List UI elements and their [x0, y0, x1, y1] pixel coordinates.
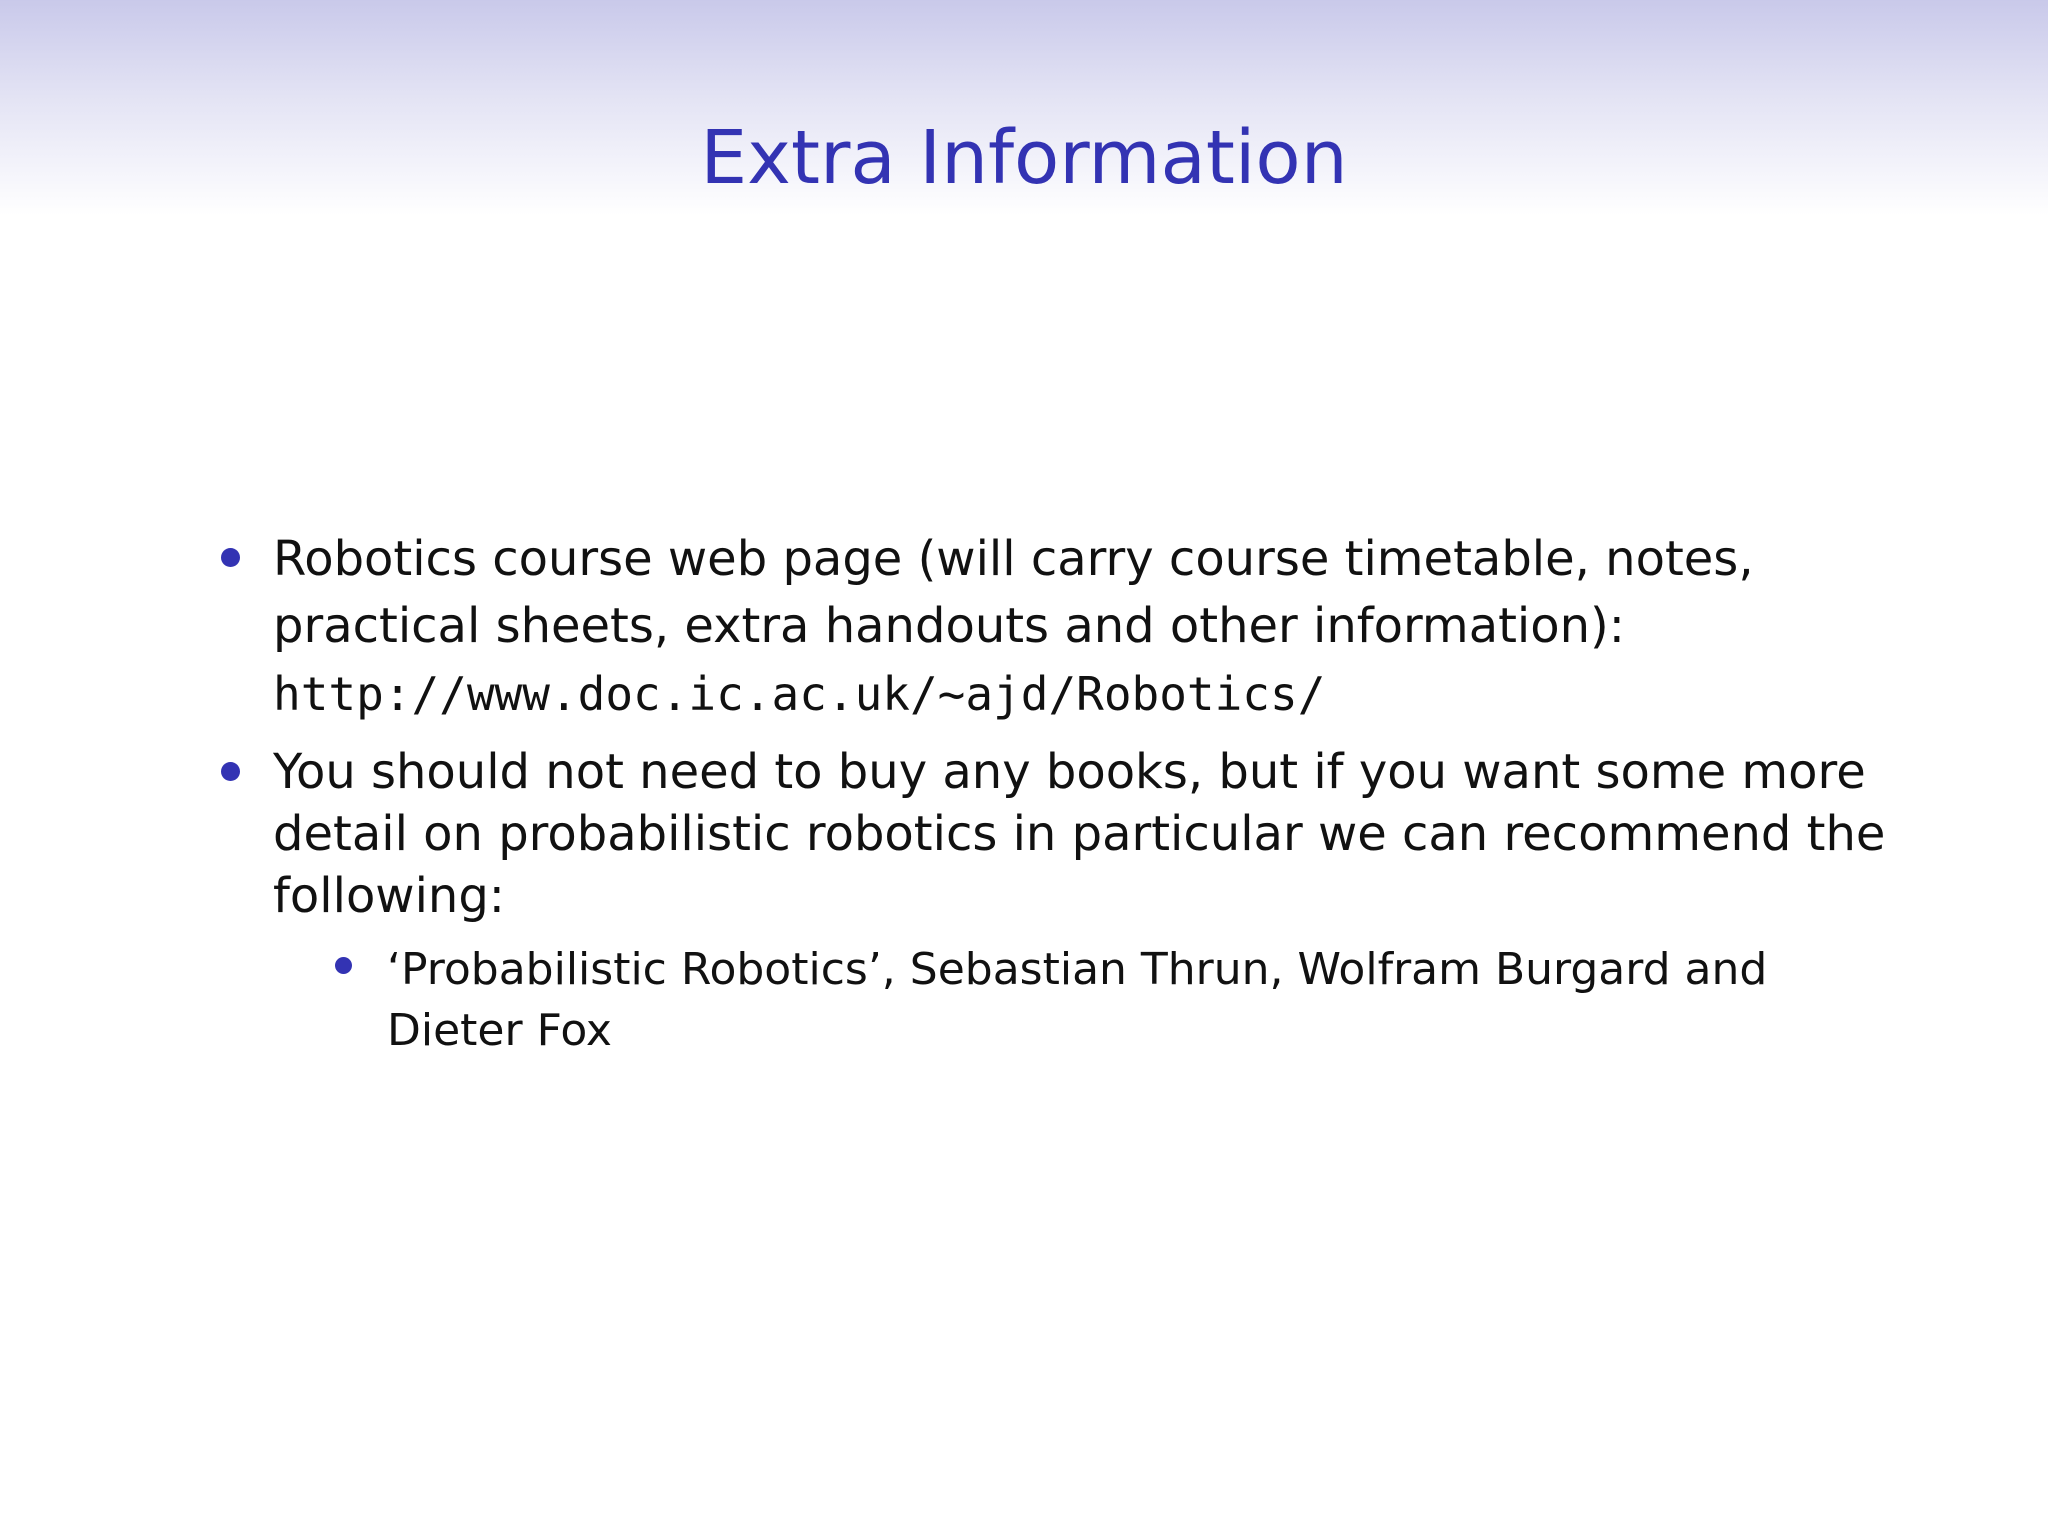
bullet-text-line: detail on probabilistic robotics in particular we can recommend the [273, 806, 1886, 862]
bullet-text-line: Robotics course web page (will carry course timetable, notes, [273, 531, 1754, 587]
bullet-text-line: practical sheets, extra handouts and other information): [273, 598, 1625, 654]
sub-bullet-icon [335, 957, 352, 974]
sub-bullet-text-line: Dieter Fox [387, 1005, 612, 1056]
bullet-text-line: following: [273, 868, 505, 924]
sub-bullet-text-line: ‘Probabilistic Robotics’, Sebastian Thrun, Wolfram Burgard and [387, 944, 1768, 995]
bullet-icon [221, 762, 240, 781]
bullet-icon [221, 548, 240, 567]
slide-title: Extra Information [700, 115, 1348, 201]
course-url-link[interactable]: http://www.doc.ic.ac.uk/~ajd/Robotics/ [273, 667, 1326, 721]
bullet-text-line: You should not need to buy any books, but if you want some more [273, 744, 1866, 800]
